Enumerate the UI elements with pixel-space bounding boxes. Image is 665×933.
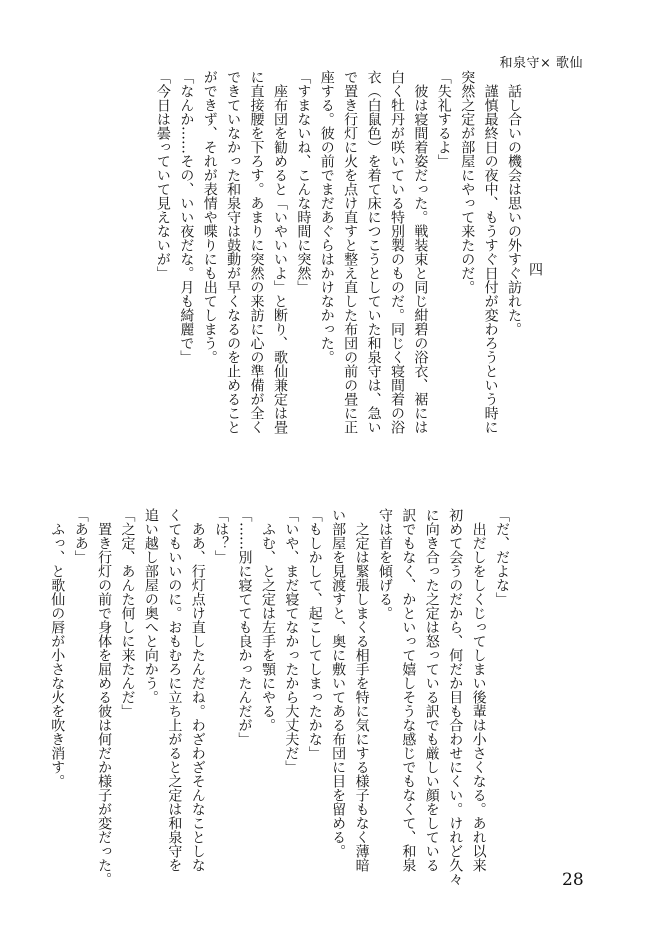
text-line: できていなかった和泉守は鼓動が早くなるのを止めること xyxy=(225,70,242,434)
text-line: 訳でもなく、かといって嬉しそうな感じでもなくて、和泉 xyxy=(400,508,417,872)
running-header: 和泉守× 歌仙 xyxy=(499,56,583,71)
text-line: で置き行灯に火を点け直すと整え直した布団の前の畳に正 xyxy=(342,70,359,434)
text-line: 座する。彼の前でまだあぐらはかけなかった。 xyxy=(318,70,335,364)
text-line: 「いや、まだ寝てなかったから大丈夫だ」 xyxy=(283,508,300,774)
text-line: 突然之定が部屋にやって来たのだ。 xyxy=(459,70,476,294)
text-line: 「之定、あんた何しに来たんだ」 xyxy=(119,508,136,718)
text-line: 「は？」 xyxy=(213,508,230,564)
text-line: 出だしをしくじってしまい後輩は小さくなる。あれ以来 xyxy=(470,508,487,872)
text-line: 座布団を勧めると「いやいいよ」と断り、歌仙兼定は畳 xyxy=(271,70,288,434)
text-line: くてもいいのに。おもむろに立ち上がると之定は和泉守を xyxy=(166,508,183,872)
text-line: 「今日は曇っていて見えないが」 xyxy=(154,70,171,280)
text-line: 話し合いの機会は思いの外すぐ訪れた。 xyxy=(506,70,522,336)
text-line: 衣（白鼠色）を着て床につこうとしていた和泉守は、急い xyxy=(365,70,382,434)
text-line: 「失礼するよ」 xyxy=(435,70,452,168)
text-block-bottom xyxy=(45,508,513,886)
text-line: 彼は寝間着姿だった。戦装束と同じ紺碧の浴衣、裾には xyxy=(412,70,429,434)
text-line: ができず、それが表情や喋りにも出てしまう。 xyxy=(201,70,218,364)
text-line: 「なんか……その、いい夜だな。月も綺麗で」 xyxy=(178,70,195,364)
text-line: 之定は緊張しまくる相手を特に気にする様子もなく薄暗 xyxy=(353,508,370,872)
page-number: 28 xyxy=(562,870,584,890)
chapter-title: 四 xyxy=(527,262,543,276)
text-line: 初めて会うのだから、何だか目も合わせにくい。けれど久々 xyxy=(447,508,464,886)
text-line: 追い越し部屋の奥へと向かう。 xyxy=(142,508,159,704)
text-line: 「ああ」 xyxy=(72,508,89,564)
text-line: 守は首を傾げる。 xyxy=(376,508,393,620)
text-line: 「だ、だよな」 xyxy=(494,508,510,606)
text-line: ふっ、と歌仙の唇が小さな火を吹き消す。 xyxy=(49,508,66,788)
text-line: い部屋を見渡すと、奥に敷いてある布団に目を留める。 xyxy=(330,508,347,858)
text-line: 謹慎最終日の夜中、もうすぐ日付が変わろうという時に xyxy=(482,70,499,434)
text-line: に向き合った之定は怒っている訳でも厳しい顔をしている xyxy=(423,508,440,872)
text-block-top xyxy=(151,70,526,500)
text-line: 「もしかして、起こしてしまったかな」 xyxy=(306,508,323,760)
text-line: 白く牡丹が咲いている特別製のものだ。同じく寝間着の浴 xyxy=(388,70,405,434)
text-line: 置き行灯の前で身体を屈める彼は何だか様子が変だった。 xyxy=(96,508,113,886)
text-line: ああ、行灯点け直したんだね。わざわざそんなことしな xyxy=(189,508,206,872)
text-line: 「すまないね、こんな時間に突然」 xyxy=(295,70,312,294)
text-line: に直接腰を下ろす。あまりに突然の来訪に心の準備が全く xyxy=(248,70,265,434)
text-line: ふむ、と之定は左手を顎にやる。 xyxy=(259,508,276,732)
text-line: 「……別に寝てても良かったんだが」 xyxy=(236,508,253,746)
